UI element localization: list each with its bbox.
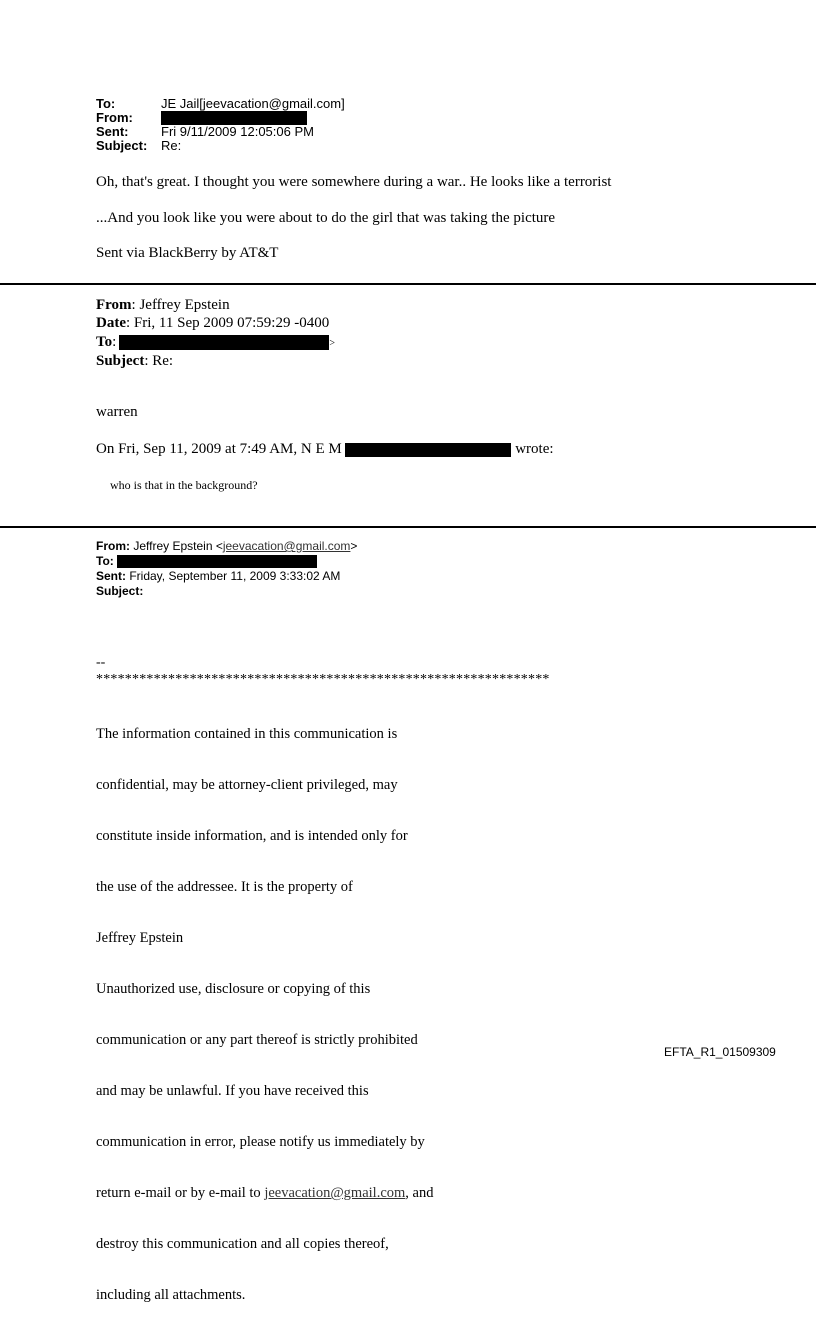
disclaimer-line: and may be unlawful. If you have received this [96,1083,369,1099]
email1-header [96,97,496,157]
disclaimer-link-line [96,1185,433,1202]
disclaimer-line: the use of the addressee. It is the property of [96,879,353,895]
email2-to-line [96,333,335,353]
email3-subject-label: Subject: [96,584,144,598]
email3-from-line [96,539,357,553]
email2-to-redaction [119,335,329,350]
email2-to-suffix: > [329,338,335,349]
email2-quote-redaction [345,443,511,457]
email3-sent-line [96,569,340,583]
disclaimer-email-link[interactable]: jeevacation@gmail.com [264,1185,406,1201]
disclaimer-line: including all attachments. [96,1287,246,1303]
email3-sent-value: Friday, September 11, 2009 3:33:02 AM [126,569,341,583]
separator-rule-1 [0,283,816,285]
email3-sent-label: Sent: [96,569,126,583]
email3-to-label: To: [96,554,114,568]
email3-disclaimer [96,692,433,1321]
email2-quote-suffix: wrote: [515,441,554,457]
disclaimer-line: communication in error, please notify us immediately by [96,1134,425,1150]
email1-sent-label: Sent: [96,124,129,139]
email1-signature: Sent via BlackBerry by AT&T [96,245,279,261]
disclaimer-line: confidential, may be attorney-client privileged, may [96,777,398,793]
disclaimer-line: The information contained in this communication is [96,726,398,742]
email2-date-line [96,314,329,332]
email3-from-label: From: [96,539,130,553]
email2-from-line [96,296,230,314]
email1-sent-value: Fri 9/11/2009 12:05:06 PM [161,124,314,139]
disclaimer-line: Unauthorized use, disclosure or copying of this [96,981,371,997]
email3-dash-separator: -- [96,655,106,670]
email1-from-redaction [161,110,307,125]
email2-date-value: : Fri, 11 Sep 2009 07:59:29 -0400 [126,315,330,331]
email2-subject-value: : Re: [144,353,174,369]
separator-rule-2 [0,526,816,528]
email2-quote-attribution [96,441,554,458]
email2-quoted-text: who is that in the background? [110,478,258,492]
email1-subject-value: Re: [161,138,182,153]
email2-to-label: To [96,334,113,350]
disclaimer-line: communication or any part thereof is strictly prohibited [96,1032,418,1048]
email3-subject-line [96,584,143,598]
email3-from-email-link[interactable]: jeevacation@gmail.com [222,539,351,553]
disclaimer-link-pre: return e-mail or by e-mail to [96,1185,265,1201]
disclaimer-link-post: , and [405,1185,434,1201]
email1-subject-label: Subject: [96,138,148,153]
email1-body-line-1: Oh, that's great. I thought you were somewhere during a war.. He looks like a terrorist [96,174,612,190]
email2-to-value: : [112,334,117,350]
email2-quote-prefix: On Fri, Sep 11, 2009 at 7:49 AM, N E M [96,441,342,457]
email2-date-label: Date [96,315,126,331]
email1-to-value: JE Jail[jeevacation@gmail.com] [161,96,345,111]
email3-from-close: > [350,539,358,553]
email1-to-label: To: [96,96,116,111]
email1-body-line-2: ...And you look like you were about to do the girl that was taking the picture [96,210,556,226]
email3-star-separator: *************************************************************** [96,672,550,687]
email3-to-redaction [117,555,317,568]
email2-from-value: : Jeffrey Epstein [131,297,230,313]
email2-body: warren [96,404,138,420]
email3-from-value: Jeffrey Epstein < [130,539,223,553]
document-id: EFTA_R1_01509309 [664,1045,776,1059]
email3-to-line [96,554,317,568]
email2-subject-label: Subject [96,353,145,369]
disclaimer-line: Jeffrey Epstein [96,930,184,946]
disclaimer-line: destroy this communication and all copies thereof, [96,1236,389,1252]
email1-from-label: From: [96,110,133,125]
email2-subject-line [96,352,173,370]
email2-from-label: From [96,297,132,313]
disclaimer-line: constitute inside information, and is intended only for [96,828,408,844]
